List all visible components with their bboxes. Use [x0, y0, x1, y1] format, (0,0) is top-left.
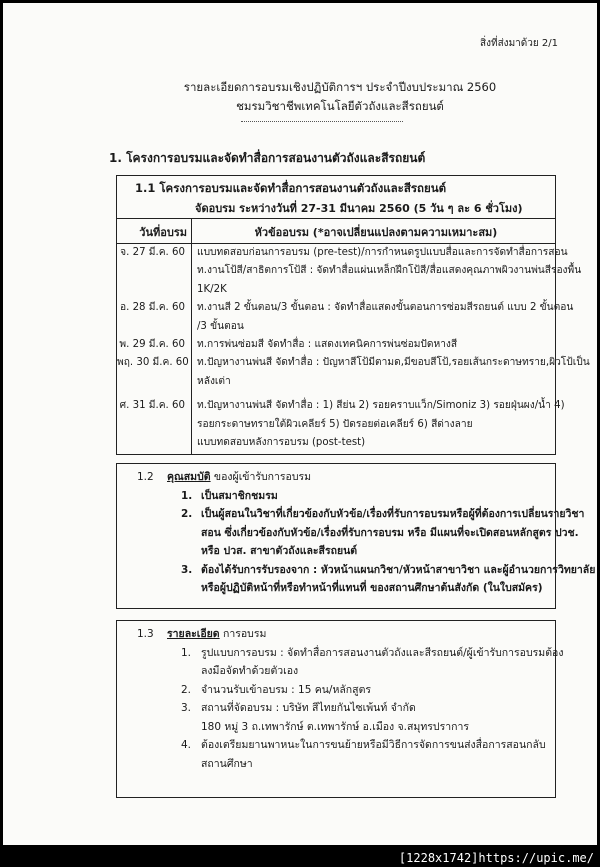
heading-number: 1.2 — [137, 471, 154, 483]
qualifications-heading — [117, 468, 555, 487]
document-title: รายละเอียดการอบรมเชิงปฏิบัติการฯ ประจำปีงบประมาณ 2560 — [183, 80, 497, 94]
row-date: พ. 29 มี.ค. 60 — [119, 339, 185, 351]
details-box — [116, 620, 564, 798]
item-text: เป็นสมาชิกชมรม — [201, 489, 278, 502]
list-item — [117, 755, 555, 774]
item-text: รูปแบบการอบรม : จัดทำสื่อการสอนงานตัวถังและสีรถยนต์/ผู้เข้ารับการอบรมต้อง — [201, 646, 564, 659]
item-text: จำนวนรับเข้าอบรม : 15 คน/หลักสูตร — [201, 683, 372, 696]
item-number: 1. — [181, 646, 192, 659]
topic-line: ท.งานโป้สี/สาธิตการโป้สี : จัดทำสื่อแผ่นเหล็กฝึกโป้สี/สื่อแสดงคุณภาพผิวงานพ่นสีรองพื้น — [197, 265, 582, 277]
topic-line: ท.ปัญหางานพ่นสี จัดทำสื่อ : 1) สีย่น 2) รอยคราบแว็ก/Simoniz 3) รอยฝุ่นผง/น้ำ 4) — [197, 400, 565, 412]
table-row — [117, 354, 590, 391]
item-number: 4. — [181, 739, 192, 751]
document-subtitle: ชมรมวิชาชีพเทคโนโลยีตัวถังและสีรถยนต์ — [236, 99, 444, 113]
topic-line: แบบทดสอบหลังการอบรม (post-test) — [197, 437, 366, 449]
heading-rest: การอบรม — [219, 628, 267, 640]
heading-underlined: รายละเอียด — [167, 628, 220, 640]
qualifications-list — [117, 468, 596, 598]
row-date: จ. 27 มี.ค. 60 — [120, 247, 185, 258]
list-item — [117, 487, 555, 506]
list-item — [117, 561, 596, 580]
list-item — [117, 542, 555, 561]
schedule-rows — [117, 244, 590, 452]
item-text: ต้องได้รับการรับรองจาก : หัวหน้าแผนกวิชา/หัวหน้าสาขาวิชา และผู้อำนวยการวิทยาลัย — [201, 563, 596, 576]
heading-number: 1.3 — [137, 628, 154, 640]
table-header — [117, 218, 555, 244]
schedule-title: 1.1 โครงการอบรมและจัดทำสื่อการสอนงานตัวถังและสีรถยนต์ — [135, 181, 447, 195]
item-number — [181, 718, 201, 737]
topic-line: ท.ปัญหางานพ่นสี จัดทำสื่อ : ปัญหาสีโป้มีตามด,มีขอบสีโป้,รอยเส้นกระดาษทราย,ผิวโป้เป็น — [197, 357, 590, 369]
item-number: 3. — [181, 563, 193, 576]
item-text: หรือ ปวส. สาขาตัวถังและสีรถยนต์ — [201, 545, 358, 557]
item-number — [181, 755, 201, 774]
item-number — [181, 542, 201, 561]
topic-line: รอยกระดาษทรายใต้ผิวเคลียร์ 5) ปัดรอยต่อเคลียร์ 6) สีด่างลาย — [197, 418, 473, 430]
item-number — [181, 662, 201, 681]
item-text: เป็นผู้สอนในวิชาที่เกี่ยวข้องกับหัวข้อ/เรื่องที่รับการอบรมหรือผู้ที่ต้องการเปลี่ยนรายวิชา — [201, 508, 585, 520]
item-text: ต้องเตรียมยานพาหนะในการขนย้ายหรือมีวิธีการจัดการขนส่งสื่อการสอนกลับ — [201, 739, 546, 751]
details-list — [117, 625, 564, 773]
topic-line: 1K/2K — [197, 283, 227, 295]
list-item — [117, 579, 555, 598]
item-number — [181, 579, 201, 598]
column-header-date: วันที่อบรม — [139, 226, 187, 239]
row-date: อ. 28 มี.ค. 60 — [119, 302, 185, 314]
row-topic — [191, 397, 565, 452]
table-row — [117, 299, 574, 336]
item-number: 1. — [181, 489, 193, 502]
row-topic — [191, 354, 590, 391]
list-item — [117, 699, 555, 718]
item-text: 180 หมู่ 3 ถ.เทพารักษ์ ต.เทพารักษ์ อ.เมือง จ.สมุทรปราการ — [201, 720, 469, 733]
list-item — [117, 662, 555, 681]
item-text: สอน ซึ่งเกี่ยวข้องกับหัวข้อ/เรื่องที่รับการอบรม หรือ มีแผนที่จะเปิดสอนหลักสูตร ปวช. — [201, 526, 579, 539]
item-number: 2. — [181, 508, 193, 520]
list-item — [117, 505, 585, 524]
item-number — [181, 524, 201, 543]
list-item — [117, 718, 555, 737]
item-text: ลงมือจัดทำด้วยตัวเอง — [201, 665, 299, 677]
row-date: ศ. 31 มี.ค. 60 — [119, 400, 185, 412]
table-row — [117, 336, 555, 354]
row-topic — [191, 244, 581, 299]
list-item — [117, 524, 579, 543]
item-text: สถานที่จัดอบรม : บริษัท สีไทยกันไซเพ้นท์ จำกัด — [201, 702, 416, 714]
column-header-topic: หัวข้ออบรม (*อาจเปลี่ยนแปลงตามความเหมาะสม) — [254, 226, 498, 239]
item-number: 2. — [181, 683, 192, 696]
schedule-period: จัดอบรม ระหว่างวันที่ 27-31 มีนาคม 2560 (5 วัน ๆ ละ 6 ชั่วโมง) — [195, 202, 523, 215]
topic-line: ท.งานสี 2 ขั้นตอน/3 ขั้นตอน : จัดทำสื่อแสดงขั้นตอนการซ่อมสีรถยนต์ แบบ 2 ขั้นตอน — [197, 302, 574, 314]
dotted-divider — [241, 115, 403, 122]
attachment-label: สิ่งที่ส่งมาด้วย 2/1 — [480, 38, 559, 49]
row-date: พฤ. 30 มี.ค. 60 — [117, 357, 189, 369]
row-topic — [191, 299, 573, 336]
schedule-box — [116, 175, 590, 455]
topic-line: ท.การพ่นซ่อมสี จัดทำสื่อ : แสดงเทคนิคการพ่นซ่อมปัดหางสี — [197, 339, 458, 351]
heading-underlined: คุณสมบัติ — [167, 471, 211, 483]
list-item — [117, 644, 564, 663]
details-heading — [117, 625, 555, 644]
list-item — [117, 681, 555, 700]
table-row — [117, 397, 565, 452]
topic-line: แบบทดสอบก่อนการอบรม (pre-test)/การกำหนดรูปแบบสื่อและการจัดทำสื่อการสอน — [197, 247, 568, 258]
row-topic — [191, 336, 457, 354]
item-number: 3. — [181, 702, 192, 714]
item-text: หรือผู้ปฏิบัติหน้าที่หรือทำหน้าที่แทนที่ ของสถานศึกษาต้นสังกัด (ในใบสมัคร) — [201, 582, 543, 594]
topic-line: /3 ขั้นตอน — [197, 320, 244, 332]
document-page — [3, 3, 597, 845]
item-text: สถานศึกษา — [201, 757, 253, 770]
list-item — [117, 736, 555, 755]
qualifications-box — [116, 463, 596, 609]
watermark: [1228x1742]https://upic.me/ — [398, 851, 594, 865]
topic-line: หลังเต่า — [197, 375, 231, 387]
table-row — [117, 244, 582, 299]
heading-rest: ของผู้เข้ารับการอบรม — [210, 471, 312, 483]
section-heading: 1. โครงการอบรมและจัดทำสื่อการสอนงานตัวถังและสีรถยนต์ — [109, 151, 426, 165]
